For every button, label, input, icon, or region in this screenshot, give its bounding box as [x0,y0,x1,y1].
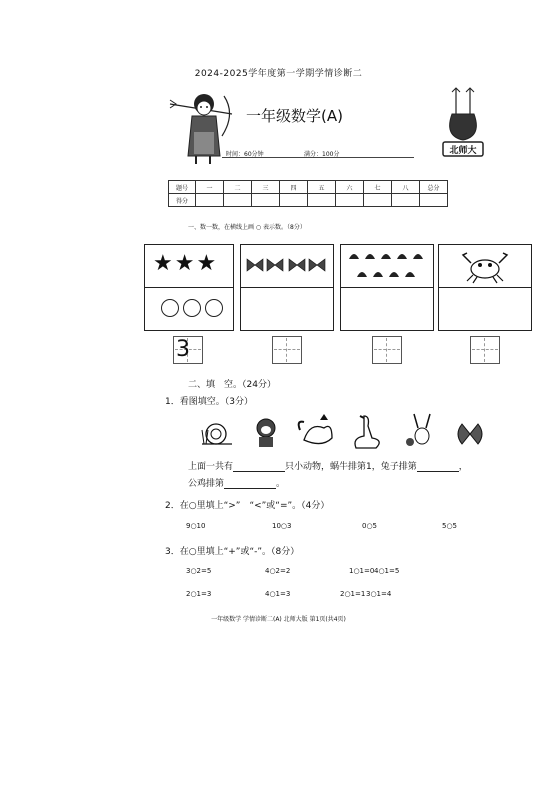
drawn-circle-icon [183,299,201,317]
table-cell: 二 [224,181,252,194]
q3-label: 3．在○里填上“+”或“-”。（8分） [165,547,300,557]
rooster-icon [299,414,332,444]
butterfly-picture-box [240,244,334,288]
compare-item[interactable]: 0○5 [362,522,378,530]
score-cell[interactable] [308,194,336,207]
answer-blank[interactable] [233,461,285,472]
logo-text: 北师大 [449,146,477,156]
score-cell[interactable] [364,194,392,207]
table-cell: 总分 [420,181,448,194]
starfish-icon: ★ [153,251,173,276]
rabbit-icon [406,414,430,446]
animals-row [200,410,490,452]
crab-picture-box [438,244,532,288]
goose-icon [355,416,379,448]
number-writing-box[interactable] [272,336,302,364]
table-cell: 三 [252,181,280,194]
answer-blank[interactable] [417,461,459,472]
score-label: 满分：100分 [304,151,340,158]
table-cell: 题号 [169,181,196,194]
starfish-icon: ★ [196,251,217,276]
compare-item[interactable]: 10○3 [272,522,292,530]
shell-picture-box [340,244,434,288]
equation-item[interactable]: 2○1=1 [340,590,366,598]
drawn-circle-icon [161,299,179,317]
section1-instruction: 一、数一数，在横线上画 ○ 表示数。（8分） [188,224,306,231]
q1-text: ， [458,462,468,472]
equation-item[interactable]: 4○1=5 [374,567,400,575]
score-cell[interactable] [224,194,252,207]
q1-text: 公鸡排第 [188,479,225,489]
answer-digit: 3 [176,337,190,362]
table-cell: 四 [280,181,308,194]
exam-title: 2024-2025学年度第一学期学情诊断二 [194,69,363,79]
number-writing-box[interactable] [470,336,500,364]
q1-text: 只小动物，蜗牛排第1，兔子排第 [285,462,417,472]
q1-label: 1．看图填空。（3分） [165,397,253,407]
score-table-header-row [169,181,448,194]
section2-title: 二、填 空。（24分） [188,380,276,390]
subject-title: 一年级数学(A) [246,107,343,125]
score-cell[interactable] [392,194,420,207]
compare-item[interactable]: 9○10 [186,522,206,530]
equation-item[interactable]: 3○1=4 [366,590,392,598]
number-writing-box[interactable] [173,336,203,364]
table-cell: 得分 [169,194,196,207]
q2-label: 2．在○里填上“>” “<”或“=”。（4分） [165,501,330,511]
butterfly-icon [458,424,482,444]
compare-item[interactable]: 5○5 [442,522,458,530]
equation-item[interactable]: 3○2=5 [186,567,212,575]
starfish-picture-box [144,244,234,288]
score-cell[interactable] [280,194,308,207]
q1-text: 上面一共有 [188,462,234,472]
equation-item[interactable]: 1○1=0 [349,567,375,575]
page-footer: 一年级数学 学情诊断二(A) 北师大版 第1页(共4页) [211,616,346,623]
answer-blank[interactable] [224,478,276,489]
table-cell: 五 [308,181,336,194]
table-cell: 七 [364,181,392,194]
school-logo [440,84,486,158]
starfish-icon: ★ [174,251,195,276]
score-cell[interactable] [336,194,364,207]
table-cell: 一 [196,181,224,194]
crab-drawing-box[interactable] [438,287,532,331]
score-cell[interactable] [252,194,280,207]
shell-drawing-box[interactable] [340,287,434,331]
score-cell[interactable] [196,194,224,207]
score-cell[interactable] [420,194,448,207]
butterfly-drawing-box[interactable] [240,287,334,331]
score-table-score-row [169,194,448,207]
starfish-drawing-box[interactable] [144,287,234,331]
drawn-circle-icon [205,299,223,317]
q1-text: 。 [276,479,286,489]
number-writing-box[interactable] [372,336,402,364]
equation-item[interactable]: 4○2=2 [265,567,291,575]
q1-line1 [188,459,468,472]
time-label: 时间：60分钟 [226,151,264,158]
header-rule [222,157,414,158]
equation-item[interactable]: 2○1=3 [186,590,212,598]
snail-icon [202,424,232,444]
q1-line2 [188,476,285,489]
monkey-icon [257,419,275,447]
equation-item[interactable]: 4○1=3 [265,590,291,598]
score-table [168,180,448,207]
table-cell: 六 [336,181,364,194]
table-cell: 八 [392,181,420,194]
